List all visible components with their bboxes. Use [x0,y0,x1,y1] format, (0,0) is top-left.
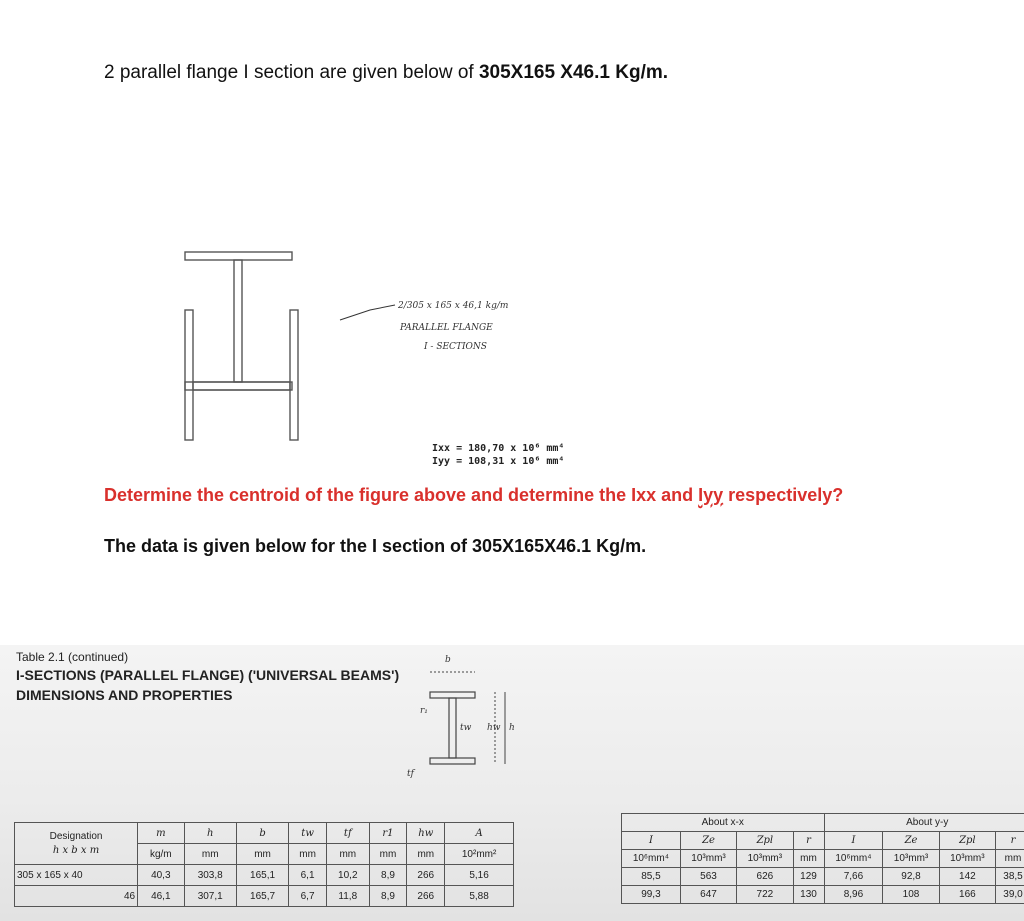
designation-header: Designation h x b x m [15,823,138,865]
note-line1: 2/305 x 165 x 46,1 kg/m [398,301,509,311]
properties-table: About x-x About y-y I Ze Zpl r I Ze Zpl r 10⁶mm⁴ 10³mm³ 10³mm³ mm 10⁶mm⁴ 10³mm³ 10³mm³ mm 85,5 563 626 129 7,66 92,8 142 38,5 99,3 647 722 130 8,96 108 166 39,0 [621,813,1024,904]
section-spec: 305X165 X46.1 Kg/m. [478,62,669,83]
table-subtitle: DIMENSIONS AND PROPERTIES [16,687,233,703]
task-question: Determine the centroid of the figure above and determine the Ixx and Iyy respectively? [104,485,844,505]
i-sections-sketch [170,240,600,470]
table-row: 46 46,1 307,1 165,7 6,7 11,8 8,9 266 5,88 [15,886,514,907]
label-tf: tf [407,769,414,779]
table-caption: Table 2.1 (continued) [16,650,129,664]
iyy-underlined: Iyy [698,485,724,505]
table-title: I-SECTIONS (PARALLEL FLANGE) ('UNIVERSAL BEAMS') [16,667,400,683]
table-row: 305 x 165 x 40 40,3 303,8 165,1 6,1 10,2 8,9 266 5,16 [15,865,514,886]
section-dimension-diagram [405,650,535,780]
label-tw: tw [460,723,472,733]
label-hw: hw [487,723,501,733]
iyy-value: Iyy = 108,31 x 10⁶ mm⁴ [432,456,565,467]
label-b: b [445,655,451,665]
vertical-i-section [185,252,292,390]
dimensions-table: Designation h x b x m m h b tw tf r1 hw A kg/m mm mm mm mm mm mm 10²mm² 305 x 165 x 40 40,3 303,8 165,1 6,1 10,2 8,9 266 5,16 46 46,1 307,1 165,7 6,7 11,8 8,9 266 5,88 [14,822,514,907]
table-row: 99,3 647 722 130 8,96 108 166 39,0 [622,886,1024,904]
table-row: 85,5 563 626 129 7,66 92,8 142 38,5 [622,868,1024,886]
about-xx-header: About x-x [622,814,825,832]
label-r1: r₁ [420,706,428,716]
about-yy-header: About y-y [824,814,1024,832]
note-line2: PARALLEL FLANGE [400,323,493,333]
data-statement: The data is given below for the I section of 305X165X46.1 Kg/m. [104,536,647,556]
label-h: h [509,723,515,733]
leader-line [340,305,395,320]
ixx-value: Ixx = 180,70 x 10⁶ mm⁴ [432,443,565,454]
intro-text: 2 parallel flange I section are given below of 305X165 X46.1 Kg/m. [104,62,669,83]
note-line3: I - SECTIONS [424,342,487,352]
